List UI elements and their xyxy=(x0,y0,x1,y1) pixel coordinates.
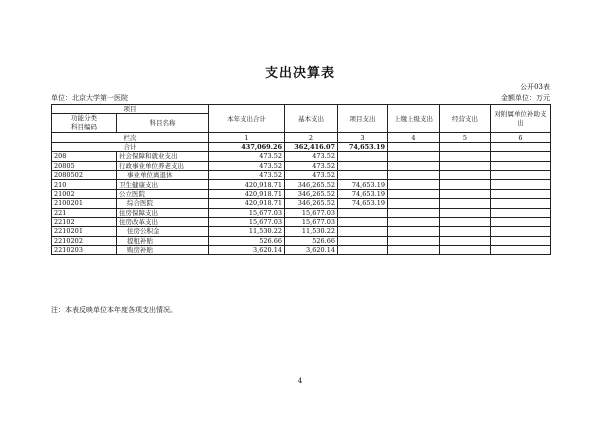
row-total: 3,620.14 xyxy=(209,246,285,255)
header-subsidy: 对附属单位补助支出 xyxy=(491,105,551,133)
page-number: 4 xyxy=(297,377,303,385)
row-code: 20805 xyxy=(52,161,117,170)
row-operating xyxy=(440,152,491,161)
header-operating: 经营支出 xyxy=(440,105,491,133)
row-total: 15,677.03 xyxy=(209,217,285,226)
row-basic: 346,265.52 xyxy=(285,199,338,208)
row-subsidy xyxy=(491,236,551,245)
row-basic: 473.52 xyxy=(285,170,338,179)
row-total: 526.66 xyxy=(209,236,285,245)
row-basic: 346,265.52 xyxy=(285,180,338,189)
row-subsidy xyxy=(491,199,551,208)
form-number: 公开03表 xyxy=(520,83,550,91)
header-total: 本年支出合计 xyxy=(209,105,285,133)
row-operating xyxy=(440,170,491,179)
row-superior xyxy=(388,170,440,179)
row-code: 2210203 xyxy=(52,246,117,255)
row-code: 2100201 xyxy=(52,199,117,208)
row-superior xyxy=(388,236,440,245)
row-code: 208 xyxy=(52,152,117,161)
column-number: 2 xyxy=(285,133,338,142)
table-row xyxy=(52,161,551,170)
row-superior xyxy=(388,152,440,161)
column-number-row xyxy=(52,133,551,142)
row-subject-name: 提租补贴 xyxy=(117,236,209,245)
row-total: 15,677.03 xyxy=(209,208,285,217)
row-operating xyxy=(440,189,491,198)
row-total: 473.52 xyxy=(209,170,285,179)
row-code: 2210201 xyxy=(52,227,117,236)
row-project xyxy=(338,208,388,217)
row-subsidy xyxy=(491,217,551,226)
row-operating xyxy=(440,199,491,208)
row-subsidy xyxy=(491,152,551,161)
header-basic: 基本支出 xyxy=(285,105,338,133)
row-code: 2210202 xyxy=(52,236,117,245)
column-number-label: 栏次 xyxy=(52,133,209,142)
row-superior xyxy=(388,208,440,217)
row-project xyxy=(338,246,388,255)
header-subject-name: 科目名称 xyxy=(117,114,209,133)
row-total: 420,918.71 xyxy=(209,199,285,208)
row-subsidy xyxy=(491,208,551,217)
row-project xyxy=(338,236,388,245)
table-row xyxy=(52,189,551,198)
column-number: 1 xyxy=(209,133,285,142)
unit-label: 单位：北京大学第一医院 xyxy=(51,94,128,102)
row-project: 74,653.19 xyxy=(338,189,388,198)
header-project: 项目 xyxy=(52,105,209,114)
total-row xyxy=(52,142,551,151)
row-subject-name: 综合医院 xyxy=(117,199,209,208)
row-operating xyxy=(440,236,491,245)
total-superior xyxy=(388,142,440,151)
row-subject-name: 社会保障和就业支出 xyxy=(117,152,209,161)
row-superior xyxy=(388,189,440,198)
header-row-project xyxy=(52,105,551,114)
row-code: 22102 xyxy=(52,217,117,226)
row-basic: 473.52 xyxy=(285,152,338,161)
row-basic: 473.52 xyxy=(285,161,338,170)
row-subsidy xyxy=(491,180,551,189)
header-superior: 上缴上级支出 xyxy=(388,105,440,133)
row-superior xyxy=(388,199,440,208)
row-subject-name: 卫生健康支出 xyxy=(117,180,209,189)
table-note: 注：本表反映单位本年度各项支出情况。 xyxy=(51,306,177,314)
total-amount: 437,069.26 xyxy=(209,142,285,151)
header-project-expenditure: 项目支出 xyxy=(338,105,388,133)
total-subsidy xyxy=(491,142,551,151)
row-total: 420,918.71 xyxy=(209,189,285,198)
total-operating xyxy=(440,142,491,151)
row-subsidy xyxy=(491,246,551,255)
row-operating xyxy=(440,180,491,189)
column-number: 6 xyxy=(491,133,551,142)
row-basic: 3,620.14 xyxy=(285,246,338,255)
row-operating xyxy=(440,161,491,170)
table-row xyxy=(52,236,551,245)
row-operating xyxy=(440,227,491,236)
row-operating xyxy=(440,246,491,255)
header-func-code: 功能分类 科目编码 xyxy=(52,114,117,133)
row-superior xyxy=(388,217,440,226)
row-project: 74,653.19 xyxy=(338,180,388,189)
column-number: 5 xyxy=(440,133,491,142)
row-project xyxy=(338,217,388,226)
row-subsidy xyxy=(491,189,551,198)
amount-unit-label: 金额单位：万元 xyxy=(501,94,550,102)
row-basic: 346,265.52 xyxy=(285,189,338,198)
row-basic: 526.66 xyxy=(285,236,338,245)
row-code: 221 xyxy=(52,208,117,217)
row-project xyxy=(338,227,388,236)
row-subject-name: 住房保障支出 xyxy=(117,208,209,217)
row-subject-name: 住房改革支出 xyxy=(117,217,209,226)
total-basic: 362,416.07 xyxy=(285,142,338,151)
row-code: 2080502 xyxy=(52,170,117,179)
column-number: 4 xyxy=(388,133,440,142)
row-subject-name: 公立医院 xyxy=(117,189,209,198)
row-project: 74,653.19 xyxy=(338,199,388,208)
table-row xyxy=(52,208,551,217)
row-operating xyxy=(440,217,491,226)
total-project: 74,653.19 xyxy=(338,142,388,151)
table-row xyxy=(52,227,551,236)
table-row xyxy=(52,152,551,161)
row-project xyxy=(338,170,388,179)
table-row xyxy=(52,217,551,226)
row-subject-name: 住房公积金 xyxy=(117,227,209,236)
expenditure-table xyxy=(51,104,551,255)
row-basic: 15,677.03 xyxy=(285,217,338,226)
row-total: 11,530.22 xyxy=(209,227,285,236)
row-subject-name: 购房补贴 xyxy=(117,246,209,255)
table-row xyxy=(52,199,551,208)
row-total: 473.52 xyxy=(209,161,285,170)
row-superior xyxy=(388,227,440,236)
row-project xyxy=(338,152,388,161)
row-code: 210 xyxy=(52,180,117,189)
row-subject-name: 行政事业单位养老支出 xyxy=(117,161,209,170)
row-superior xyxy=(388,246,440,255)
row-subsidy xyxy=(491,161,551,170)
total-label: 合计 xyxy=(52,142,209,151)
row-total: 473.52 xyxy=(209,152,285,161)
row-superior xyxy=(388,161,440,170)
row-total: 420,918.71 xyxy=(209,180,285,189)
row-code: 21002 xyxy=(52,189,117,198)
page-title: 支出决算表 xyxy=(264,66,335,81)
row-subsidy xyxy=(491,227,551,236)
row-operating xyxy=(440,208,491,217)
table-row xyxy=(52,170,551,179)
row-project xyxy=(338,161,388,170)
row-subsidy xyxy=(491,170,551,179)
row-basic: 15,677.03 xyxy=(285,208,338,217)
column-number: 3 xyxy=(338,133,388,142)
row-superior xyxy=(388,180,440,189)
row-basic: 11,530.22 xyxy=(285,227,338,236)
row-subject-name: 事业单位离退休 xyxy=(117,170,209,179)
table-row xyxy=(52,246,551,255)
table-row xyxy=(52,180,551,189)
